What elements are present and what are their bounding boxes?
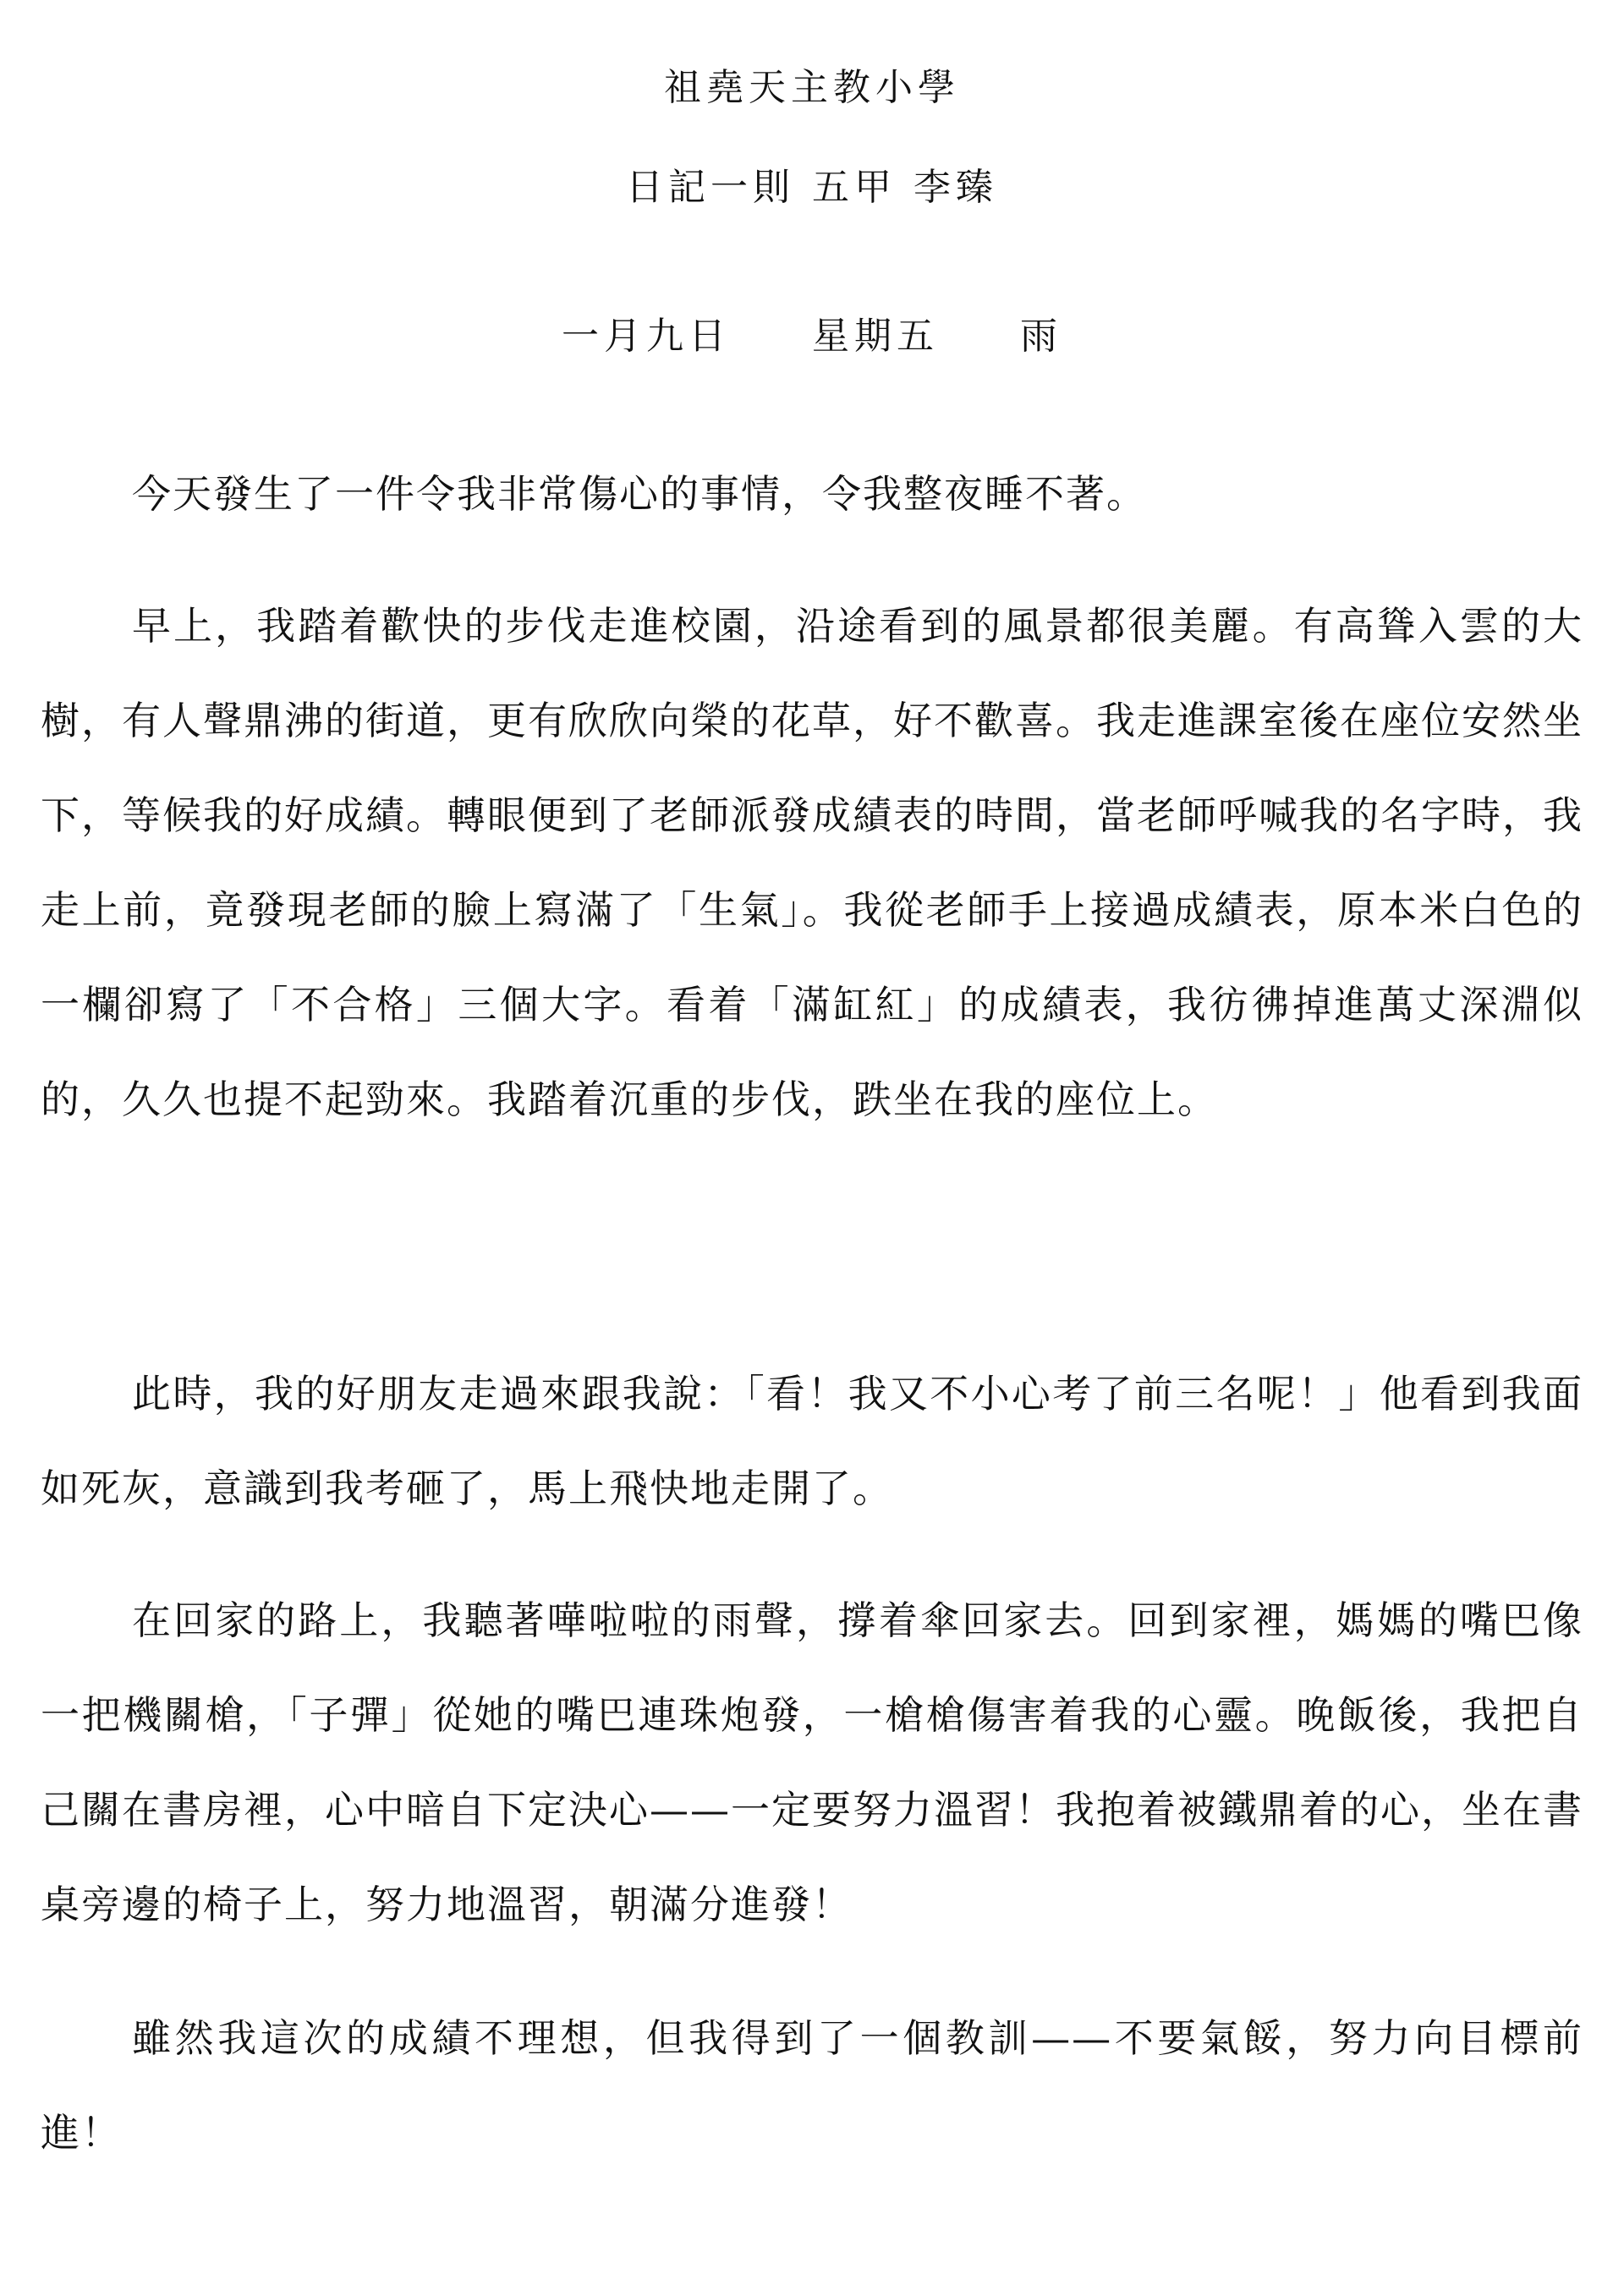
diary-date: 一月九日 bbox=[562, 315, 731, 358]
paragraph-4-block bbox=[41, 1573, 1583, 1952]
date-line bbox=[0, 311, 1624, 362]
school-name: 祖堯天主教小學 bbox=[664, 66, 960, 109]
paragraph: 雖然我這次的成績不理想，但我得到了一個教訓——不要氣餒，努力向目標前進！ bbox=[41, 2015, 1583, 2156]
paragraph-5-block bbox=[41, 1991, 1583, 2180]
paragraph: 此時，我的好朋友走過來跟我說：「看！我又不小心考了前三名呢！」他看到我面如死灰，意識到我考砸了，馬上飛快地走開了。 bbox=[41, 1371, 1583, 1511]
paragraph-1-block bbox=[41, 447, 1583, 541]
diary-title: 日記一則 五甲 李臻 bbox=[626, 166, 998, 209]
paragraph: 早上，我踏着歡快的步伐走進校園，沿途看到的風景都很美麗。有高聳入雲的大樹，有人聲鼎沸的街道，更有欣欣向榮的花草，好不歡喜。我走進課室後在座位安然坐下，等候我的好成績。轉眼便到了老師派發成績表的時間，當老師呼喊我的名字時，我走上前，竟發現老師的臉上寫滿了「生氣」。我從老師手上接過成績表，原本米白色的一欄卻寫了「不合格」三個大字。看着「滿缸紅」的成績表，我彷彿掉進萬丈深淵似的，久久也提不起勁來。我踏着沉重的步伐，跌坐在我的座位上。 bbox=[41, 603, 1583, 1122]
paragraph: 今天發生了一件令我非常傷心的事情，令我整夜睡不著。 bbox=[132, 471, 1147, 517]
diary-weekday: 星期五 bbox=[812, 315, 939, 358]
paragraph: 在回家的路上，我聽著嘩啦啦的雨聲，撐着傘回家去。回到家裡，媽媽的嘴巴像一把機關槍，「子彈」從她的嘴巴連珠炮發，一槍槍傷害着我的心靈。晚飯後，我把自己關在書房裡，心中暗自下定決心——一定要努力溫習！我抱着被鐵鼎着的心，坐在書桌旁邊的椅子上，努力地溫習，朝滿分進發！ bbox=[41, 1597, 1583, 1927]
paragraph-2-block bbox=[41, 578, 1583, 1147]
paragraph-3-block bbox=[41, 1346, 1583, 1536]
diary-weather: 雨 bbox=[1020, 315, 1062, 358]
